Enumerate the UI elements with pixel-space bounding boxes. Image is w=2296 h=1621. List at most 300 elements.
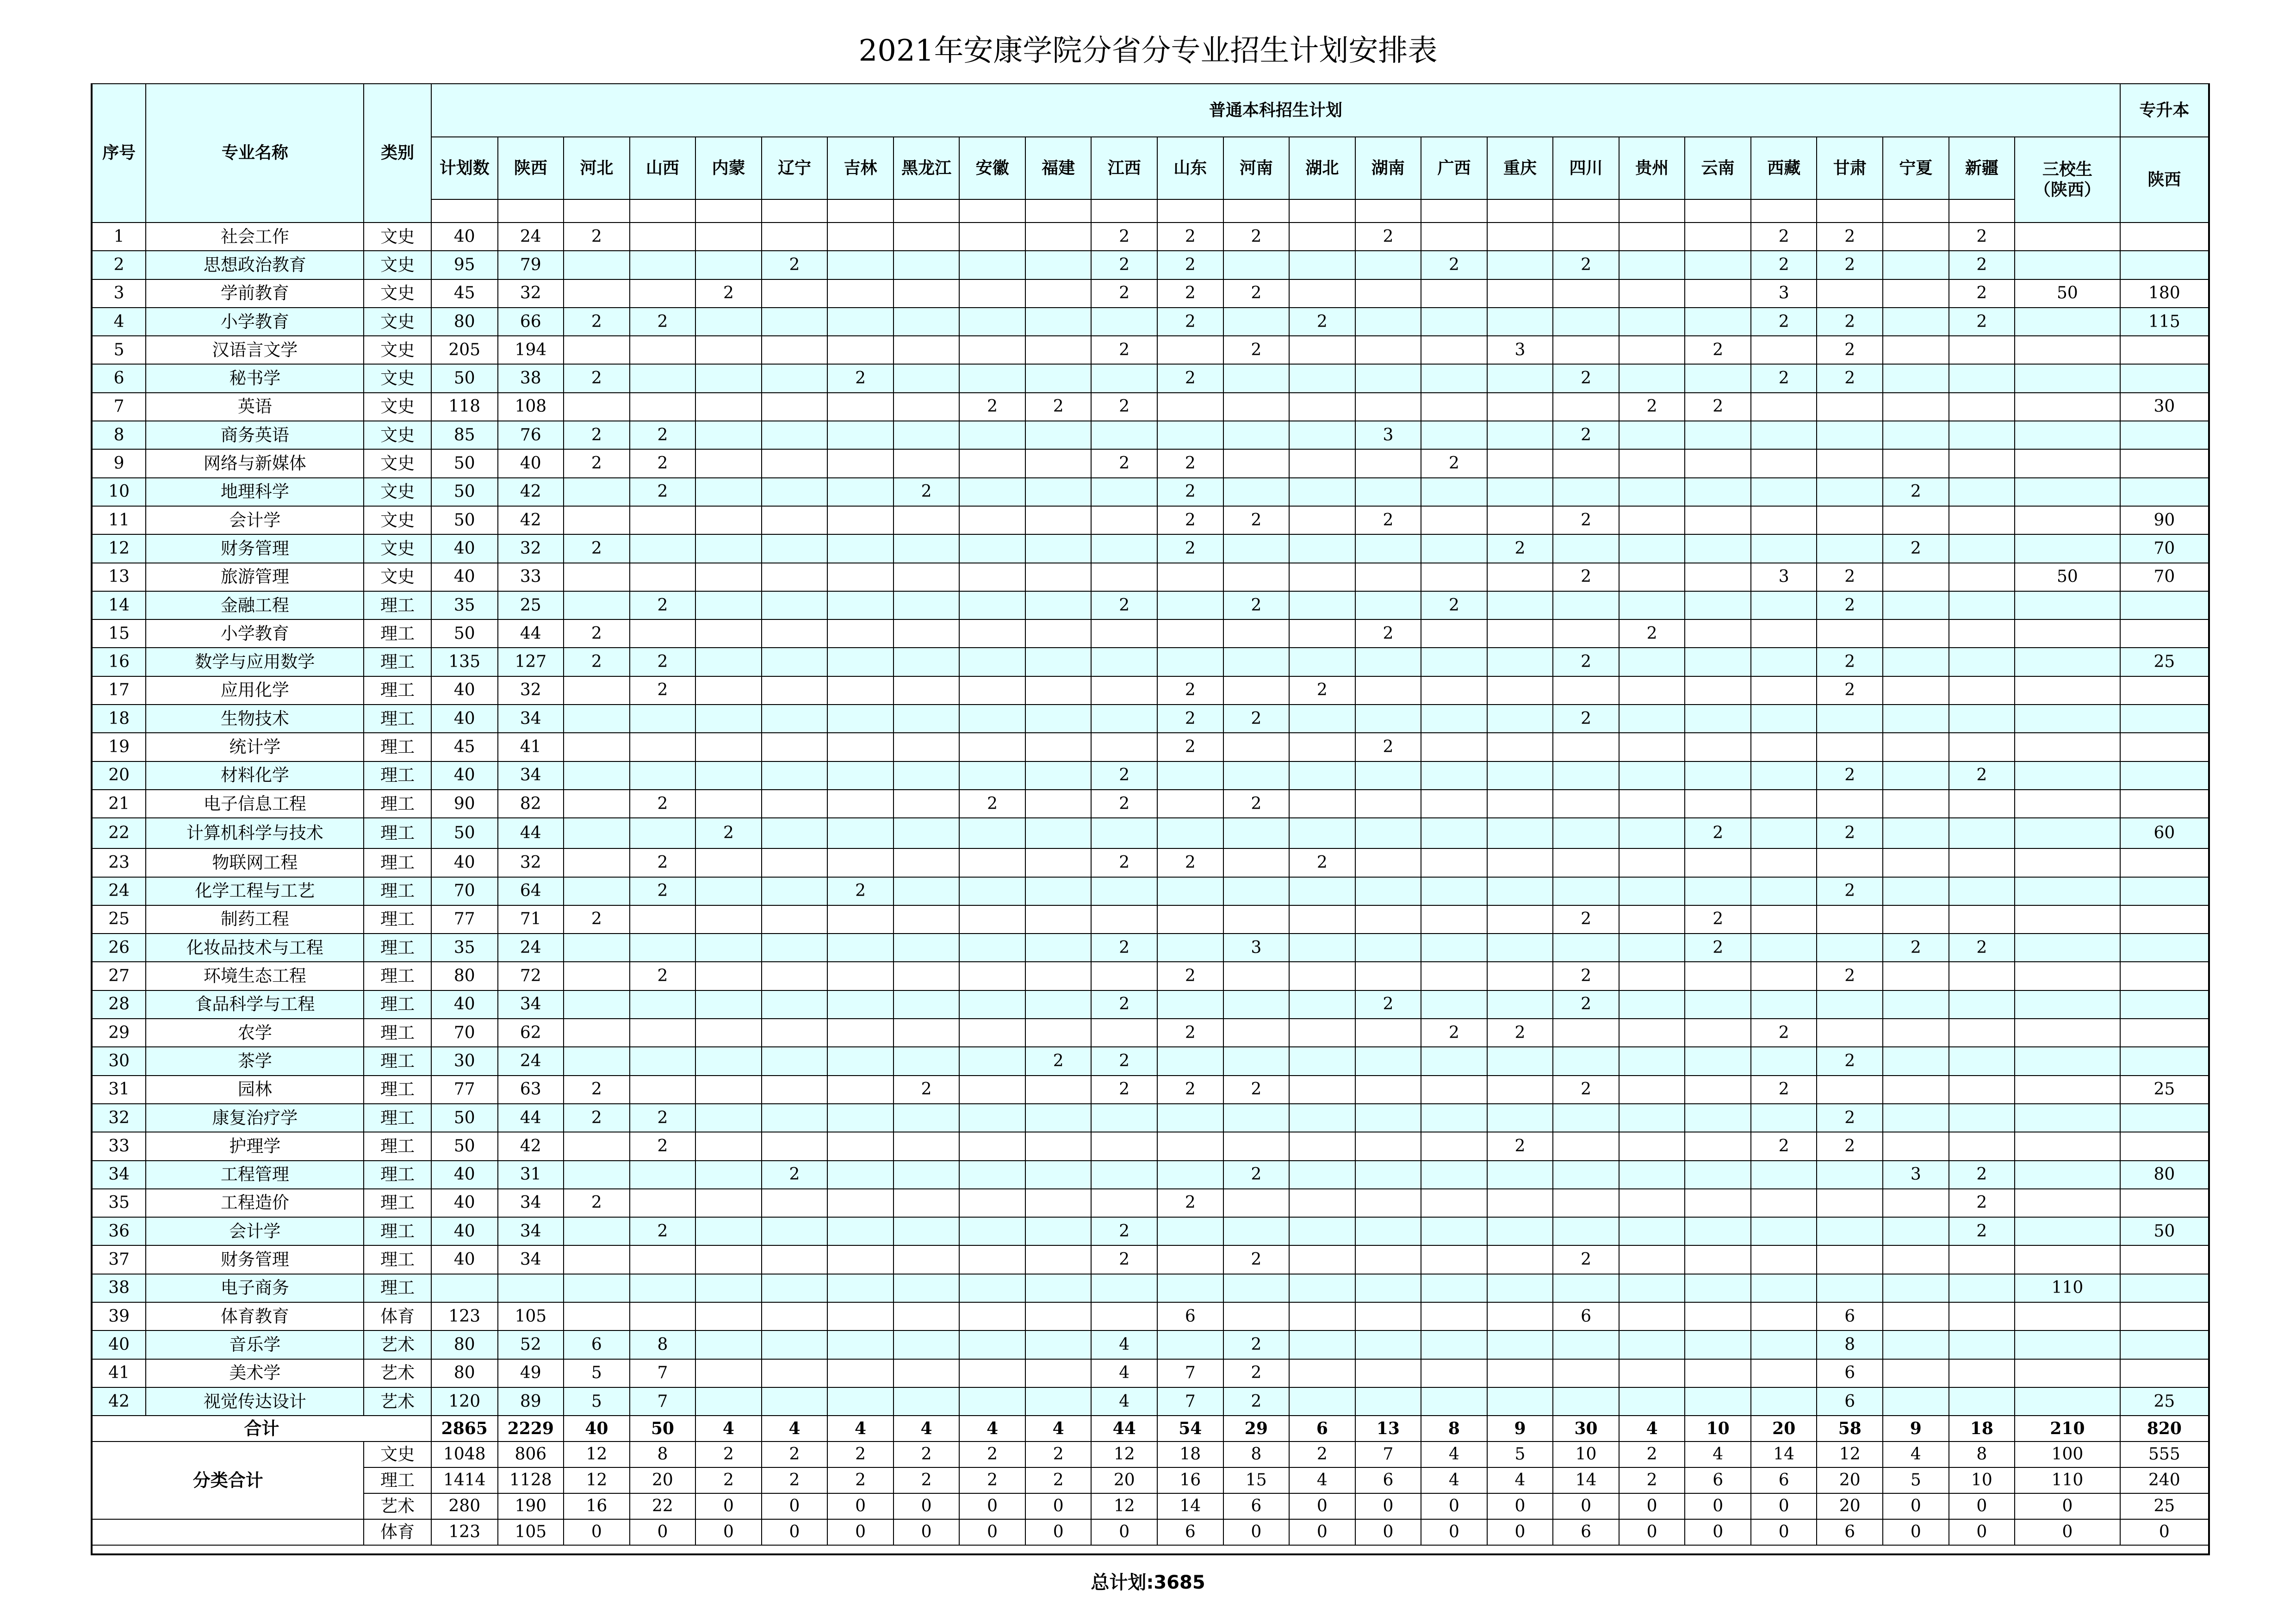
row-value [1883,1302,1949,1330]
subtotal-value: 100 [2015,1442,2120,1467]
row-value [1685,990,1751,1019]
row-value [1751,1387,1817,1416]
subtotal-value: 0 [2015,1493,2120,1519]
row-value [1289,1104,1355,1132]
row-value [1751,591,1817,619]
row-value [762,478,828,506]
row-value: 2 [1355,990,1421,1019]
row-value [1685,705,1751,733]
row-value [1223,877,1290,905]
row-value [1751,1189,1817,1217]
row-value [630,761,696,790]
row-value [695,676,762,705]
row-value [1025,648,1092,676]
row-value: 2 [564,1104,630,1132]
row-value [1355,761,1421,790]
row-value [431,1274,498,1302]
row-value [1223,619,1290,648]
subtotal-value: 240 [2120,1467,2209,1493]
row-major-name: 地理科学 [146,478,364,506]
table-row [92,308,2209,336]
row-value [1949,905,2015,934]
subtotal-value: 20 [1091,1467,1157,1493]
row-value [762,591,828,619]
row-value [1949,1330,2015,1359]
row-value: 25 [2120,648,2209,676]
row-value: 2 [1949,1217,2015,1245]
subtotal-value: 2 [959,1467,1025,1493]
row-value [1619,421,1685,449]
row-value [1883,506,1949,534]
row-value [695,705,762,733]
row-value [1685,619,1751,648]
subtotal-spacer [92,1519,364,1545]
row-value [1025,1359,1092,1387]
row-category: 理工 [364,676,431,705]
row-value [1223,648,1290,676]
row-major-name: 音乐学 [146,1330,364,1359]
subtotal-value: 4 [1421,1467,1487,1493]
row-major-name: 电子商务 [146,1274,364,1302]
table-row [92,705,2209,733]
row-value [827,761,894,790]
total-value: 4 [1025,1416,1092,1442]
row-value [1355,534,1421,563]
row-value: 2 [1025,1047,1092,1075]
row-value [2120,790,2209,818]
row-value: 2 [1091,223,1157,251]
table-row [92,905,2209,934]
row-value [959,591,1025,619]
row-value: 2 [1223,591,1290,619]
table-row [92,591,2209,619]
subtotal-value: 18 [1157,1442,1223,1467]
row-value: 2 [1685,393,1751,421]
table-row [92,877,2209,905]
row-value [1949,364,2015,392]
row-value [2015,990,2120,1019]
row-category: 理工 [364,705,431,733]
row-value [1091,818,1157,848]
row-value: 30 [431,1047,498,1075]
row-value [1817,790,1883,818]
row-value [1619,676,1685,705]
row-value [2120,1245,2209,1274]
row-value [1883,761,1949,790]
row-value [1619,336,1685,364]
row-category: 理工 [364,733,431,761]
row-value [1289,1387,1355,1416]
row-value [1685,761,1751,790]
row-value: 25 [2120,1387,2209,1416]
row-value [827,534,894,563]
row-category: 文史 [364,534,431,563]
row-value [894,705,960,733]
row-value: 2 [1091,1245,1157,1274]
table-row [92,761,2209,790]
row-value [1223,251,1290,279]
header-column: 计划数 [431,137,498,199]
row-value [2015,1104,2120,1132]
subtotal-value: 10 [1553,1442,1619,1467]
row-value [894,223,960,251]
row-value [959,877,1025,905]
row-major-name: 英语 [146,393,364,421]
row-value [1883,905,1949,934]
row-value [827,619,894,648]
row-value [1025,1217,1092,1245]
row-value [564,1217,630,1245]
row-value [1817,619,1883,648]
row-value [1421,761,1487,790]
row-value [1883,449,1949,477]
row-value: 2 [1553,1076,1619,1104]
row-value [564,1302,630,1330]
row-seq: 30 [92,1047,146,1075]
row-value [1289,534,1355,563]
row-seq: 21 [92,790,146,818]
row-seq: 15 [92,619,146,648]
row-value: 2 [1157,962,1223,990]
row-value: 2 [762,1161,828,1189]
row-value: 2 [1817,877,1883,905]
row-major-name: 工程管理 [146,1161,364,1189]
row-value [762,336,828,364]
row-seq: 7 [92,393,146,421]
row-value [1289,364,1355,392]
row-value [1883,676,1949,705]
row-value [959,364,1025,392]
row-value [1421,364,1487,392]
row-value [1883,308,1949,336]
row-value [762,1330,828,1359]
row-value: 2 [564,223,630,251]
row-value: 31 [498,1161,564,1189]
header-column: 湖南 [1355,137,1421,199]
row-value: 2 [564,449,630,477]
row-value: 2 [1157,506,1223,534]
table-row [92,848,2209,877]
subtotal-row [92,1493,2209,1519]
row-value [1487,648,1553,676]
row-value [1949,705,2015,733]
row-value [564,563,630,591]
row-value [1157,934,1223,962]
row-value: 40 [431,990,498,1019]
row-value [894,990,960,1019]
row-value: 24 [498,1047,564,1075]
row-value [1355,364,1421,392]
row-value: 2 [1025,393,1092,421]
table-row [92,1274,2209,1302]
row-value [1025,733,1092,761]
row-value: 2 [1355,733,1421,761]
row-major-name: 美术学 [146,1359,364,1387]
row-value [695,1387,762,1416]
header-zsb-shaanxi: 陕西 [2120,137,2209,223]
row-value [959,421,1025,449]
header-column: 福建 [1025,137,1092,199]
row-value: 2 [827,877,894,905]
subtotal-value: 12 [564,1467,630,1493]
row-value: 194 [498,336,564,364]
row-value [1421,1076,1487,1104]
header-column: 三校生 （陕西） [2015,137,2120,223]
row-value [1025,279,1092,308]
row-major-name: 小学教育 [146,619,364,648]
row-major-name: 统计学 [146,733,364,761]
row-major-name: 网络与新媒体 [146,449,364,477]
header-spacer [1091,199,1157,223]
row-value [894,449,960,477]
row-value [894,848,960,877]
row-value [762,421,828,449]
total-value: 6 [1289,1416,1355,1442]
subtotal-value: 0 [1487,1493,1553,1519]
row-value [1619,563,1685,591]
subtotal-value: 2 [695,1467,762,1493]
header-spacer [1487,199,1553,223]
row-value: 2 [1553,563,1619,591]
row-value [564,1047,630,1075]
row-value [2015,336,2120,364]
header-spacer [431,199,498,223]
row-value [1817,705,1883,733]
total-value: 8 [1421,1416,1487,1442]
table-row [92,790,2209,818]
total-row [92,1416,2209,1442]
row-value [1223,676,1290,705]
row-value [564,1161,630,1189]
row-value [1289,962,1355,990]
row-value: 5 [564,1387,630,1416]
row-value [827,790,894,818]
row-major-name: 社会工作 [146,223,364,251]
table-row [92,934,2209,962]
row-category: 理工 [364,1189,431,1217]
row-value [1487,223,1553,251]
row-value [1619,877,1685,905]
row-value [2120,478,2209,506]
row-value [695,962,762,990]
row-category: 理工 [364,1274,431,1302]
row-value: 50 [431,506,498,534]
row-value [2120,336,2209,364]
row-value [1619,962,1685,990]
subtotal-value: 7 [1355,1442,1421,1467]
row-value [1685,1132,1751,1160]
row-value [1685,962,1751,990]
row-value [1553,1047,1619,1075]
row-value [827,648,894,676]
row-value: 2 [695,279,762,308]
row-value [827,563,894,591]
subtotal-value: 6 [1355,1467,1421,1493]
row-value [630,1161,696,1189]
row-value: 7 [630,1359,696,1387]
row-value [1619,279,1685,308]
row-value [1949,818,2015,848]
row-value [1685,733,1751,761]
header-spacer [630,199,696,223]
row-value [959,308,1025,336]
row-value [2120,591,2209,619]
row-category: 理工 [364,1076,431,1104]
row-value [695,1047,762,1075]
row-value [1883,364,1949,392]
row-value [1553,1161,1619,1189]
row-value [630,506,696,534]
row-value [1091,1104,1157,1132]
header-column: 河北 [564,137,630,199]
row-value [695,1019,762,1047]
row-value [1817,393,1883,421]
row-value [1553,449,1619,477]
row-value [1949,962,2015,990]
row-value [827,676,894,705]
row-value [1421,648,1487,676]
subtotal-value: 12 [564,1442,630,1467]
row-value [1223,1104,1290,1132]
row-value [630,336,696,364]
row-value: 2 [1223,790,1290,818]
row-value: 49 [498,1359,564,1387]
row-seq: 34 [92,1161,146,1189]
row-major-name: 材料化学 [146,761,364,790]
row-value: 2 [1619,393,1685,421]
row-value [1355,1047,1421,1075]
row-value [1223,534,1290,563]
row-value [695,648,762,676]
header-column: 甘肃 [1817,137,1883,199]
row-value: 82 [498,790,564,818]
subtotal-value: 16 [1157,1467,1223,1493]
row-category: 理工 [364,761,431,790]
subtotal-value: 4 [1289,1467,1355,1493]
row-value [1421,848,1487,877]
row-value: 50 [2015,279,2120,308]
subtotal-value: 12 [1817,1442,1883,1467]
row-value [1949,393,2015,421]
row-value: 115 [2120,308,2209,336]
row-value [827,1161,894,1189]
row-value: 24 [498,934,564,962]
row-value [2015,251,2120,279]
row-value [1949,1274,2015,1302]
row-value: 62 [498,1019,564,1047]
row-value [630,818,696,848]
row-value [762,905,828,934]
subtotal-value: 0 [1751,1493,1817,1519]
row-value [1883,648,1949,676]
row-value: 2 [1421,449,1487,477]
row-value: 40 [431,563,498,591]
row-value [1883,393,1949,421]
row-value [762,1302,828,1330]
row-value [762,563,828,591]
row-value [1751,1330,1817,1359]
row-value: 44 [498,619,564,648]
row-value [1949,1047,2015,1075]
row-value [1289,251,1355,279]
row-value [959,1019,1025,1047]
header-zsb: 专升本 [2120,84,2209,137]
row-value [1685,1161,1751,1189]
row-value: 2 [1157,1076,1223,1104]
row-value: 2 [1289,308,1355,336]
row-value: 44 [498,818,564,848]
row-value [564,848,630,877]
row-value [827,1387,894,1416]
row-value [1421,393,1487,421]
row-value [1949,1019,2015,1047]
row-value [1091,1019,1157,1047]
row-major-name: 工程造价 [146,1189,364,1217]
row-value [1685,1302,1751,1330]
row-value [894,676,960,705]
row-value: 120 [431,1387,498,1416]
row-value: 6 [1553,1302,1619,1330]
row-category: 理工 [364,1132,431,1160]
row-value [1157,563,1223,591]
row-value [1025,364,1092,392]
row-value [1025,223,1092,251]
row-value [762,1076,828,1104]
row-value [1685,279,1751,308]
row-value [1091,905,1157,934]
row-value [564,733,630,761]
row-value [894,877,960,905]
row-value [1223,1217,1290,1245]
row-value [695,478,762,506]
row-value [1025,877,1092,905]
subtotal-value: 0 [1949,1519,2015,1545]
row-value [1883,818,1949,848]
row-value: 2 [630,1132,696,1160]
row-seq: 27 [92,962,146,990]
row-value [1091,534,1157,563]
row-value [1619,1330,1685,1359]
row-value [695,1302,762,1330]
row-value [2015,449,2120,477]
row-value: 2 [1817,818,1883,848]
row-value [2120,733,2209,761]
row-value [564,790,630,818]
header-regular-plan: 普通本科招生计划 [431,84,2120,137]
total-value: 4 [1619,1416,1685,1442]
row-value [1949,1359,2015,1387]
row-value: 80 [431,308,498,336]
row-major-name: 视觉传达设计 [146,1387,364,1416]
row-value: 2 [1091,449,1157,477]
row-value [1025,934,1092,962]
row-seq: 14 [92,591,146,619]
row-value: 2 [1091,336,1157,364]
header-column: 湖北 [1289,137,1355,199]
subtotal-value: 14 [1157,1493,1223,1519]
row-value [1355,1161,1421,1189]
row-value [2015,962,2120,990]
row-value [1421,934,1487,962]
row-value: 2 [1487,534,1553,563]
row-value [894,790,960,818]
row-value [1355,336,1421,364]
row-value: 2 [1817,761,1883,790]
row-value: 6 [1817,1302,1883,1330]
table-row [92,1359,2209,1387]
row-value [2120,364,2209,392]
row-value [630,1047,696,1075]
